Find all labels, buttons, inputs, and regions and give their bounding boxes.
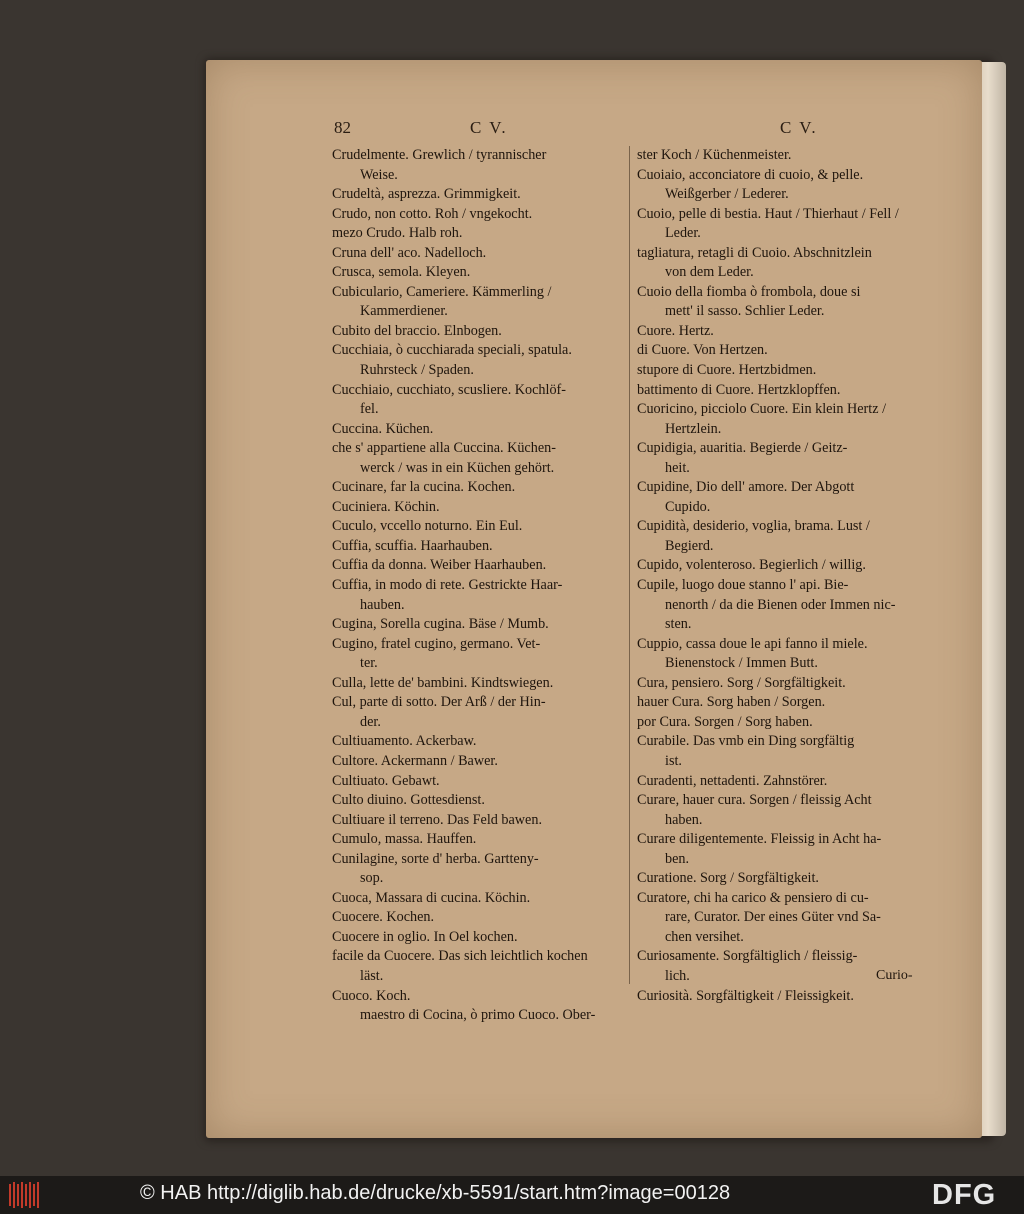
dictionary-line: läst. [360, 967, 384, 984]
dictionary-line: Cuoiaio, acconciatore di cuoio, & pelle. [637, 166, 864, 183]
dictionary-line: Cuffia, in modo di rete. Gestrickte Haar- [332, 577, 563, 594]
dictionary-line: Cruna dell' aco. Nadelloch. [332, 244, 487, 261]
dictionary-line: Cupile, luogo doue stanno l' api. Bie- [637, 577, 849, 594]
dictionary-line: Begierd. [665, 537, 714, 554]
dictionary-line: maestro di Cocina, ò primo Cuoco. Ober- [360, 1007, 596, 1024]
dictionary-line: Cuciniera. Köchin. [332, 498, 440, 515]
dictionary-line: sop. [360, 870, 384, 887]
dictionary-line: Cucinare, far la cucina. Kochen. [332, 479, 516, 496]
dictionary-line: Cultiuamento. Ackerbaw. [332, 733, 477, 750]
dictionary-line: Cul, parte di sotto. Der Arß / der Hin- [332, 694, 546, 711]
dictionary-line: hauer Cura. Sorg haben / Sorgen. [637, 694, 826, 711]
dictionary-line: rare, Curator. Der eines Güter vnd Sa- [665, 909, 881, 926]
dictionary-line: Hertzlein. [665, 420, 722, 437]
dictionary-line: Cupido. [665, 498, 711, 515]
dictionary-line: ter. [360, 655, 378, 672]
dictionary-line: Curatione. Sorg / Sorgfältigkeit. [637, 870, 819, 887]
dictionary-line: mett' il sasso. Schlier Leder. [665, 303, 825, 320]
dictionary-line: ster Koch / Küchenmeister. [637, 147, 792, 163]
dictionary-line: Cugino, fratel cugino, germano. Vet- [332, 635, 541, 652]
dictionary-line: Crudeltà, asprezza. Grimmigkeit. [332, 186, 521, 203]
library-barcode-icon [6, 1180, 44, 1210]
running-head-right: C V. [780, 118, 818, 137]
dictionary-line: chen versihet. [665, 928, 744, 945]
dictionary-line: Cuppio, cassa doue le api fanno il miele. [637, 635, 868, 652]
dictionary-line: Cupidine, Dio dell' amore. Der Abgott [637, 479, 855, 496]
dictionary-line: Cuoio della fiomba ò frombola, doue si [637, 283, 861, 300]
dictionary-line: Cuocere. Kochen. [332, 909, 435, 926]
dictionary-line: Leder. [665, 225, 701, 242]
copyright-url[interactable]: © HAB http://diglib.hab.de/drucke/xb-5591/start.htm?image=00128 [140, 1182, 731, 1204]
dictionary-line: Cubiculario, Cameriere. Kämmerling / [332, 283, 552, 300]
dictionary-line: Crudelmente. Grewlich / tyrannischer [332, 147, 547, 163]
footer-bar [0, 1176, 1024, 1214]
dictionary-line: hauben. [360, 596, 405, 613]
dictionary-line: sten. [665, 616, 692, 633]
dictionary-line: Cumulo, massa. Hauffen. [332, 831, 477, 848]
dictionary-line: ben. [665, 850, 690, 867]
dictionary-line: Cucchiaia, ò cucchiarada speciali, spatula. [332, 342, 572, 359]
dictionary-line: Crusca, semola. Kleyen. [332, 264, 471, 281]
dictionary-line: tagliatura, retagli di Cuoio. Abschnitzlein [637, 244, 872, 261]
page-number: 82 [334, 118, 351, 137]
dictionary-line: stupore di Cuore. Hertzbidmen. [637, 362, 817, 379]
right-column [637, 146, 949, 1006]
dictionary-line: Cupidigia, auaritia. Begierde / Geitz- [637, 440, 848, 457]
dictionary-line: por Cura. Sorgen / Sorg haben. [637, 713, 813, 730]
dictionary-line: Cunilagine, sorte d' herba. Gartteny- [332, 850, 539, 867]
dictionary-line: mezo Crudo. Halb roh. [332, 225, 463, 242]
dictionary-line: lich. [665, 967, 690, 984]
dictionary-line: Weise. [360, 166, 398, 183]
dictionary-line: Cubito del braccio. Elnbogen. [332, 322, 502, 339]
dictionary-line: che s' appartiene alla Cuccina. Küchen- [332, 440, 556, 457]
dictionary-line: Curiosamente. Sorgfältiglich / fleissig- [637, 948, 858, 965]
dictionary-line: Cuculo, vccello noturno. Ein Eul. [332, 518, 523, 535]
dictionary-line: Culla, lette de' bambini. Kindtswiegen. [332, 674, 554, 691]
dictionary-line: Cultiuato. Gebawt. [332, 772, 440, 789]
dictionary-line: Kammerdiener. [360, 303, 448, 320]
dictionary-line: Cuffia, scuffia. Haarhauben. [332, 537, 493, 554]
dictionary-line: Curabile. Das vmb ein Ding sorgfältig [637, 733, 855, 750]
dfg-logo: DFG [932, 1179, 997, 1211]
left-column [332, 146, 632, 1026]
dictionary-line: ist. [665, 752, 682, 769]
dictionary-line: Cuoco. Koch. [332, 987, 411, 1004]
dictionary-line: Cuocere in oglio. In Oel kochen. [332, 928, 518, 945]
dictionary-line: Cuffia da donna. Weiber Haarhauben. [332, 557, 547, 574]
dictionary-line: Cupido, volenteroso. Begierlich / willig. [637, 557, 866, 574]
dictionary-line: Cuore. Hertz. [637, 322, 714, 339]
dictionary-line: di Cuore. Von Hertzen. [637, 342, 768, 359]
running-head-left: C V. [470, 118, 508, 137]
dictionary-line: der. [360, 713, 381, 730]
dictionary-line: Curatore, chi ha carico & pensiero di cu- [637, 889, 869, 906]
dictionary-line: Cura, pensiero. Sorg / Sorgfältigkeit. [637, 674, 846, 691]
dictionary-line: Ruhrsteck / Spaden. [360, 362, 474, 379]
dictionary-line: Cultore. Ackermann / Bawer. [332, 752, 498, 769]
dictionary-line: battimento di Cuore. Hertzklopffen. [637, 381, 841, 398]
dictionary-line: Cupidità, desiderio, voglia, brama. Lust / [637, 518, 870, 535]
dictionary-line: Cuccina. Küchen. [332, 420, 434, 437]
dictionary-line: Curiosità. Sorgfältigkeit / Fleissigkeit. [637, 987, 854, 1004]
dictionary-line: Curadenti, nettadenti. Zahnstörer. [637, 772, 828, 789]
dictionary-line: Cultiuare il terreno. Das Feld bawen. [332, 811, 542, 828]
dictionary-line: Crudo, non cotto. Roh / vngekocht. [332, 205, 533, 222]
dictionary-line: nenorth / da die Bienen oder Immen nic- [665, 596, 896, 613]
dictionary-line: fel. [360, 401, 379, 418]
dictionary-line: Culto diuino. Gottesdienst. [332, 792, 485, 809]
dictionary-line: Cucchiaio, cucchiato, scusliere. Kochlöf- [332, 381, 567, 398]
dictionary-line: Weißgerber / Lederer. [665, 186, 789, 203]
dictionary-line: Curare, hauer cura. Sorgen / fleissig Acht [637, 792, 872, 809]
dictionary-line: werck / was in ein Küchen gehört. [360, 459, 555, 476]
dictionary-line: Curare diligentemente. Fleissig in Acht ha- [637, 831, 882, 848]
dictionary-line: Bienenstock / Immen Butt. [665, 655, 818, 672]
dictionary-line: heit. [665, 459, 690, 476]
dictionary-line: von dem Leder. [665, 264, 754, 281]
dictionary-line: Cuoricino, picciolo Cuore. Ein klein Hertz / [637, 401, 887, 418]
dictionary-line: Cuoio, pelle di bestia. Haut / Thierhaut / Fell / [637, 205, 899, 222]
dictionary-line: haben. [665, 811, 703, 828]
dictionary-line: Cuoca, Massara di cucina. Köchin. [332, 889, 531, 906]
dictionary-line: facile da Cuocere. Das sich leichtlich kochen [332, 948, 588, 965]
catchword: Curio- [876, 968, 913, 983]
dictionary-line: Cugina, Sorella cugina. Bäse / Mumb. [332, 616, 549, 633]
